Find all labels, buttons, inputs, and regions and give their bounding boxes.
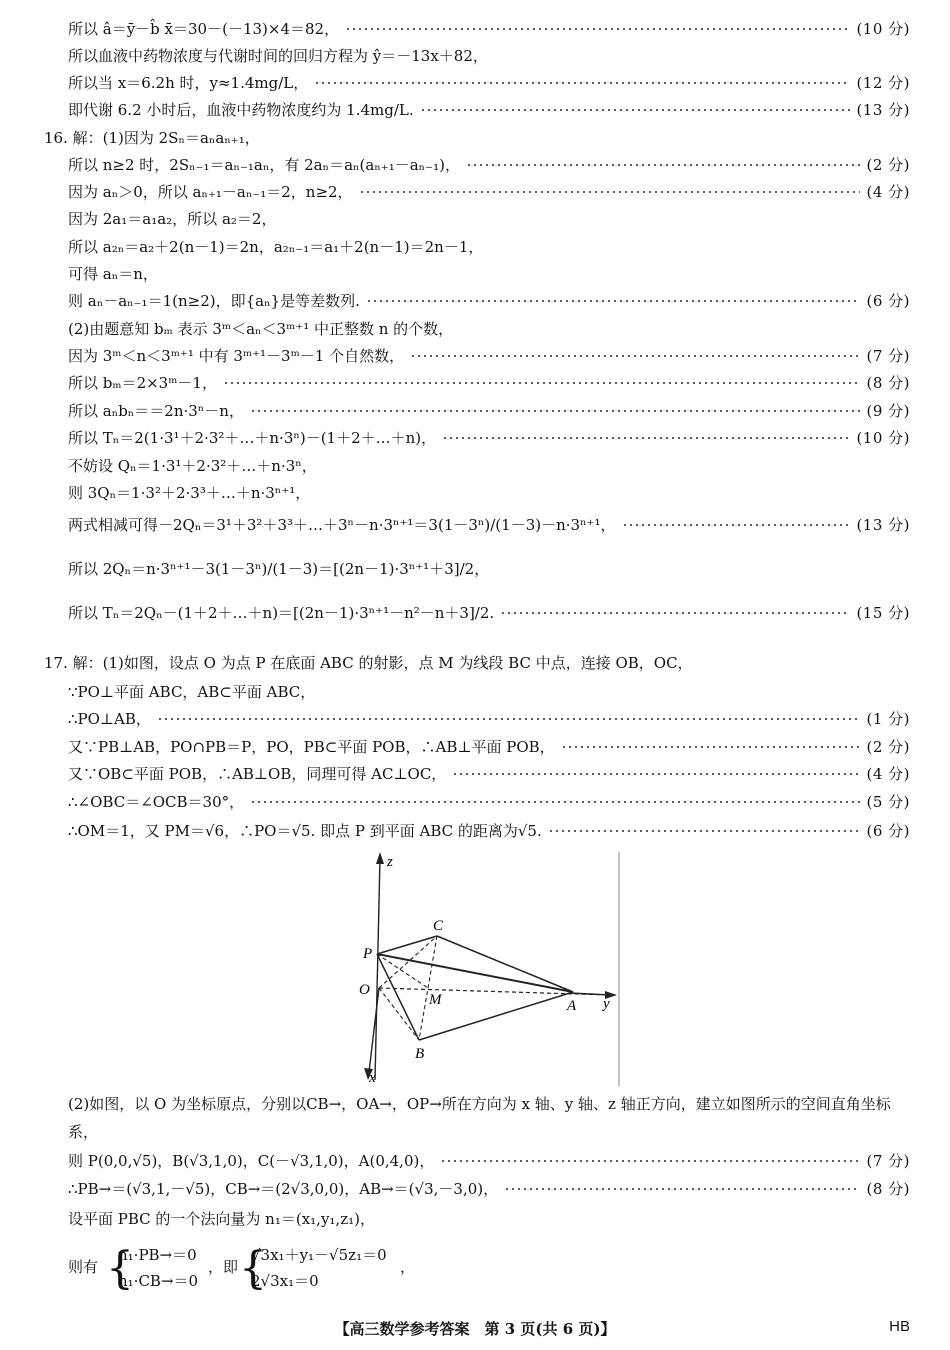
line-text: 又∵PB⊥AB，PO∩PB＝P，PO，PB⊂平面 POB，∴AB⊥平面 POB， xyxy=(68,738,555,756)
score-label: (10 分) xyxy=(856,429,910,447)
score-label: (9 分) xyxy=(866,402,910,420)
solution-line xyxy=(68,512,910,538)
leader-dots xyxy=(561,746,861,748)
line-text: 所以血液中药物浓度与代谢时间的回归方程为 ŷ＝－13x＋82， xyxy=(68,47,488,65)
system-row-2: n₁·CB→＝0 xyxy=(118,1272,199,1290)
footer-title: 【高三数学参考答案 第 3 页(共 6 页)】 xyxy=(334,1320,616,1338)
line-text: 两式相减可得－2Qₙ＝3¹＋3²＋3³＋…＋3ⁿ－n·3ⁿ⁺¹＝3(1－3ⁿ)/(1－3)－n·3ⁿ⁺¹， xyxy=(68,516,616,534)
line-text: ∴∠OBC＝∠OCB＝30°， xyxy=(68,793,245,811)
score-label: (13 分) xyxy=(856,516,910,534)
line-text: 可得 aₙ＝n， xyxy=(68,265,158,283)
solution-line xyxy=(68,70,910,96)
label-A: A xyxy=(567,998,577,1014)
solution-line xyxy=(44,650,910,676)
solution-line xyxy=(68,206,910,232)
leader-dots xyxy=(410,355,860,357)
y-axis xyxy=(570,993,610,995)
label-x: x xyxy=(369,1070,376,1086)
edge-CA xyxy=(437,936,573,992)
part2-line xyxy=(68,1176,910,1202)
label-M: M xyxy=(429,992,442,1008)
solution-line xyxy=(68,152,910,178)
solution-line xyxy=(68,179,910,205)
score-label: (4 分) xyxy=(866,765,910,783)
leader-dots xyxy=(223,382,861,384)
system-connector: ，即 xyxy=(208,1258,239,1276)
line-text: 则 3Qₙ＝1·3²＋2·3³＋…＋n·3ⁿ⁺¹， xyxy=(68,484,311,502)
leader-dots xyxy=(442,437,850,439)
solution-line xyxy=(68,370,910,396)
leader-dots xyxy=(622,524,851,526)
score-label: (8 分) xyxy=(866,374,910,392)
system-row-4: 2√3x₁＝0 xyxy=(251,1272,319,1290)
solution-line xyxy=(68,818,910,844)
solution-line xyxy=(68,761,910,787)
system-row-3: √3x₁＋y₁－√5z₁＝0 xyxy=(251,1246,387,1264)
label-y: y xyxy=(603,996,610,1012)
solution-line xyxy=(68,480,910,506)
score-label: (6 分) xyxy=(866,292,910,310)
score-label: (1 分) xyxy=(866,710,910,728)
solution-line xyxy=(68,556,910,582)
solution-line xyxy=(68,316,910,342)
label-z: z xyxy=(387,854,393,870)
line-text: 因为 aₙ＞0，所以 aₙ₊₁－aₙ₋₁＝2，n≥2， xyxy=(68,183,353,201)
z-axis xyxy=(375,858,380,1080)
line-text: 设平面 PBC 的一个法向量为 n₁＝(x₁,y₁,z₁)， xyxy=(68,1210,375,1228)
solution-line xyxy=(68,453,910,479)
line-text: ∴PO⊥AB， xyxy=(68,710,151,728)
part2-intro: (2)如图，以 O 为坐标原点，分别以CB→，OA→，OP→所在方向为 x 轴、y 轴、z 轴正方向，建立如图所示的空间直角坐标系， xyxy=(68,1095,891,1141)
solution-line xyxy=(68,398,910,424)
z-axis-arrow xyxy=(376,852,384,864)
system-label: 则有 xyxy=(68,1258,99,1276)
line-text: 不妨设 Qₙ＝1·3¹＋2·3²＋…＋n·3ⁿ， xyxy=(68,457,317,475)
edge-PB xyxy=(377,954,419,1040)
solution-line xyxy=(68,679,910,705)
line-text: 所以 Tₙ＝2Qₙ－(1＋2＋…＋n)＝[(2n－1)·3ⁿ⁺¹－n²－n＋3]/2. xyxy=(68,604,495,622)
leader-dots xyxy=(157,718,861,720)
score-label: (7 分) xyxy=(866,347,910,365)
solution-line xyxy=(68,261,910,287)
solution-line xyxy=(68,734,910,760)
score-label: (7 分) xyxy=(866,1152,910,1170)
left-brace: { xyxy=(106,1243,134,1294)
leader-dots xyxy=(345,28,850,30)
leader-dots xyxy=(314,82,850,84)
solution-line xyxy=(68,16,910,42)
line-text: ∴PB→＝(√3,1,－√5)，CB→＝(2√3,0,0)，AB→＝(√3,－3,0)， xyxy=(68,1180,499,1198)
score-label: (2 分) xyxy=(866,156,910,174)
edge-OB-dashed xyxy=(379,988,419,1040)
line-text: 所以 Tₙ＝2(1·3¹＋2·3²＋…＋n·3ⁿ)－(1＋2＋…＋n)， xyxy=(68,429,437,447)
leader-dots xyxy=(466,164,861,166)
x-axis xyxy=(369,988,379,1072)
part2-line xyxy=(68,1206,910,1232)
equation-system xyxy=(68,1242,668,1298)
line-text: ∵PO⊥平面 ABC，AB⊂平面 ABC， xyxy=(68,683,316,701)
score-label: (13 分) xyxy=(856,101,910,119)
score-label: (4 分) xyxy=(866,183,910,201)
leader-dots xyxy=(420,109,851,111)
system-row-1: n₁·PB→＝0 xyxy=(118,1246,197,1264)
leader-dots xyxy=(250,410,861,412)
edge-BA xyxy=(419,992,573,1040)
solution-line xyxy=(68,288,910,314)
line-text: 所以 n≥2 时，2Sₙ₋₁＝aₙ₋₁aₙ，有 2aₙ＝aₙ(aₙ₊₁－aₙ₋₁)， xyxy=(68,156,460,174)
line-text: (2)由题意知 bₘ 表示 3ᵐ＜aₙ＜3ᵐ⁺¹ 中正整数 n 的个数， xyxy=(68,320,454,338)
edge-OC-dashed xyxy=(379,936,437,988)
footer-code: HB xyxy=(889,1318,910,1335)
label-B: B xyxy=(415,1046,425,1062)
leader-dots xyxy=(440,1160,860,1162)
score-label: (15 分) xyxy=(856,604,910,622)
leader-dots xyxy=(250,801,860,803)
line-text: 16. 解：(1)因为 2Sₙ＝aₙaₙ₊₁， xyxy=(44,129,260,147)
line-text: 因为 3ᵐ＜n＜3ᵐ⁺¹ 中有 3ᵐ⁺¹－3ᵐ－1 个自然数， xyxy=(68,347,405,365)
left-brace-2: { xyxy=(239,1243,267,1294)
leader-dots xyxy=(359,191,861,193)
line-text: 即代谢 6.2 小时后，血液中药物浓度约为 1.4mg/L. xyxy=(68,101,414,119)
leader-dots xyxy=(366,300,861,302)
solution-line xyxy=(68,600,910,626)
tetrahedron-figure xyxy=(355,850,625,1090)
leader-dots xyxy=(452,773,860,775)
leader-dots xyxy=(504,1188,860,1190)
solution-line xyxy=(68,425,910,451)
system-tail: ， xyxy=(400,1258,416,1276)
score-label: (8 分) xyxy=(866,1180,910,1198)
leader-dots xyxy=(500,612,850,614)
page-footer xyxy=(0,1318,950,1342)
score-label: (2 分) xyxy=(866,738,910,756)
line-text: 又∵OB⊂平面 POB，∴AB⊥OB，同理可得 AC⊥OC， xyxy=(68,765,447,783)
line-text: 所以 â＝ȳ－b̂ x̄＝30－(－13)×4＝82， xyxy=(68,20,340,38)
score-label: (12 分) xyxy=(856,74,910,92)
line-text: 所以 aₙbₙ＝＝2n·3ⁿ－n， xyxy=(68,402,244,420)
line-text: 则 aₙ－aₙ₋₁＝1(n≥2)，即{aₙ}是等差数列. xyxy=(68,292,360,310)
score-label: (5 分) xyxy=(866,793,910,811)
line-text: 因为 2a₁＝a₁a₂，所以 a₂＝2， xyxy=(68,210,277,228)
label-O: O xyxy=(359,982,370,998)
line-text: 所以 2Qₙ＝n·3ⁿ⁺¹－3(1－3ⁿ)/(1－3)＝[(2n－1)·3ⁿ⁺¹＋3]/2， xyxy=(68,560,490,578)
solution-line xyxy=(68,234,910,260)
line-text: 17. 解：(1)如图，设点 O 为点 P 在底面 ABC 的射影，点 M 为线段 BC 中点，连接 OB，OC， xyxy=(44,654,693,672)
label-C: C xyxy=(433,918,444,934)
solution-line xyxy=(68,706,910,732)
part2-line xyxy=(68,1148,910,1174)
line-text: 所以当 x＝6.2h 时，y≈1.4mg/L， xyxy=(68,74,309,92)
score-label: (6 分) xyxy=(866,822,910,840)
solution-line xyxy=(68,789,910,815)
solution-line xyxy=(68,43,910,69)
line-text: 所以 bₘ＝2×3ᵐ－1， xyxy=(68,374,217,392)
solution-line xyxy=(68,343,910,369)
solution-line xyxy=(44,125,910,151)
leader-dots xyxy=(548,830,861,832)
line-text: ∴OM＝1，又 PM＝√6，∴PO＝√5. 即点 P 到平面 ABC 的距离为√5. xyxy=(68,822,542,840)
edge-PC xyxy=(377,936,437,954)
line-text: 所以 a₂ₙ＝a₂＋2(n－1)＝2n，a₂ₙ₋₁＝a₁＋2(n－1)＝2n－1， xyxy=(68,238,484,256)
line-text: 则 P(0,0,√5)，B(√3,1,0)，C(－√3,1,0)，A(0,4,0)， xyxy=(68,1152,435,1170)
score-label: (10 分) xyxy=(856,20,910,38)
label-P: P xyxy=(363,946,373,962)
solution-line xyxy=(68,97,910,123)
